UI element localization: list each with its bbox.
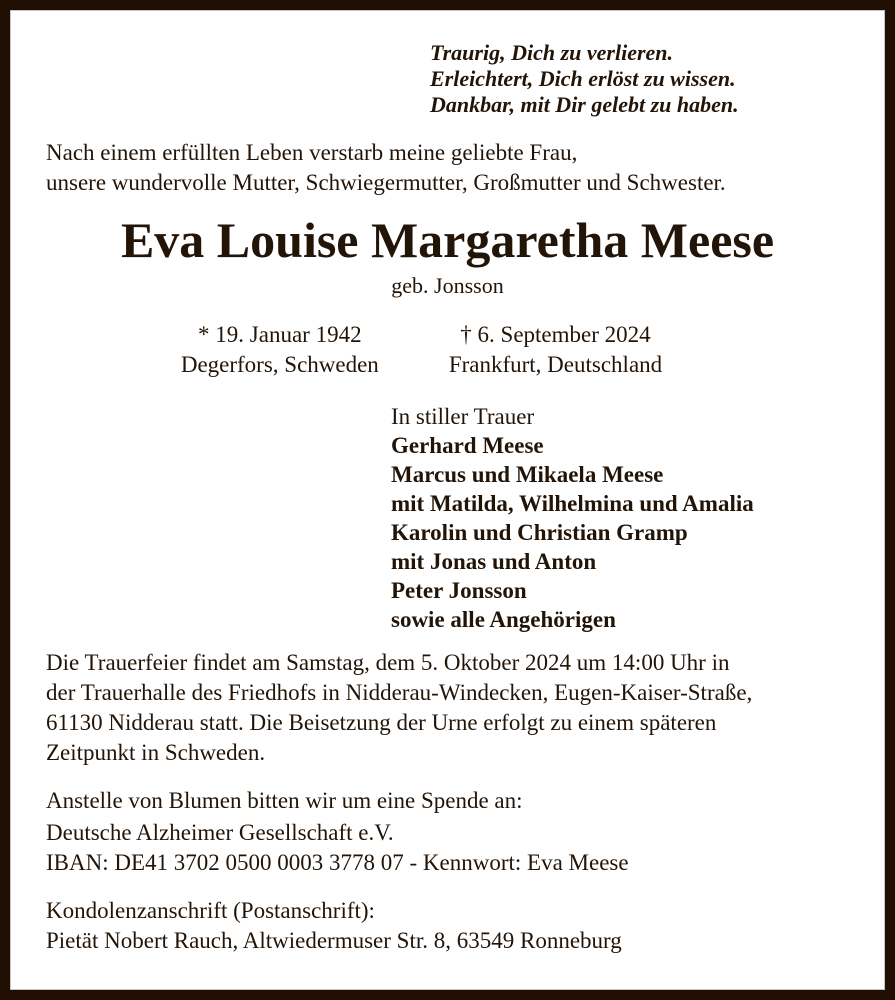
condolence-address-line: Pietät Nobert Rauch, Altwiedermuser Str. 8, 63549 Ronneburg [46,928,622,953]
deceased-name: Eva Louise Margaretha Meese [120,212,775,268]
funeral-line: der Trauerhalle des Friedhofs in Nidderau-Windecken, Eugen-Kaiser-Straße, [46,680,753,705]
epigraph [430,40,884,118]
death-place: Frankfurt, Deutschland [448,352,663,377]
mourner-name: Marcus und Mikaela Meese [391,462,664,487]
donation-details [46,818,884,878]
birth-info [181,320,379,380]
death-date: † 6. September 2024 [460,322,651,347]
mourner-name: mit Jonas und Anton [391,549,597,574]
mourners-intro: In stiller Trauer [391,404,535,429]
epigraph-line: Traurig, Dich zu verlieren. [430,40,674,65]
life-dates [10,320,858,380]
condolence-address [46,896,884,956]
mourners-list [391,402,884,634]
intro-line: Nach einem erfüllten Leben verstarb meine geliebte Frau, [46,140,578,165]
donation-iban: IBAN: DE41 3702 0500 0003 3778 07 - Kennwort: Eva Meese [46,850,629,875]
maiden-name: geb. Jonsson [391,273,504,298]
epigraph-line: Erleichtert, Dich erlöst zu wissen. [430,66,736,91]
funeral-line: 61130 Nidderau statt. Die Beisetzung der Urne erfolgt zu einem späteren [46,710,717,735]
mourner-name: Gerhard Meese [391,433,544,458]
birth-date: * 19. Januar 1942 [198,322,362,347]
mourner-name: sowie alle Angehörigen [391,607,616,632]
funeral-details [46,648,884,768]
donation-request: Anstelle von Blumen bitten wir um eine Spende an: [46,788,523,813]
death-info [449,320,662,380]
mourner-name: Peter Jonsson [391,578,527,603]
mourner-name: mit Matilda, Wilhelmina und Amalia [391,491,754,516]
donation-organization: Deutsche Alzheimer Gesellschaft e.V. [46,820,394,845]
condolence-label: Kondolenzanschrift (Postanschrift): [46,898,375,923]
funeral-line: Die Trauerfeier findet am Samstag, dem 5. Oktober 2024 um 14:00 Uhr in [46,650,730,675]
birth-place: Degerfors, Schweden [180,352,379,377]
mourner-name: Karolin und Christian Gramp [391,520,688,545]
mourner-names [391,431,884,634]
intro-line: unsere wundervolle Mutter, Schwiegermutter, Großmutter und Schwester. [46,170,726,195]
obituary-card [10,10,885,990]
intro-text [46,138,884,198]
funeral-line: Zeitpunkt in Schweden. [46,740,266,765]
epigraph-line: Dankbar, mit Dir gelebt zu haben. [430,92,739,117]
